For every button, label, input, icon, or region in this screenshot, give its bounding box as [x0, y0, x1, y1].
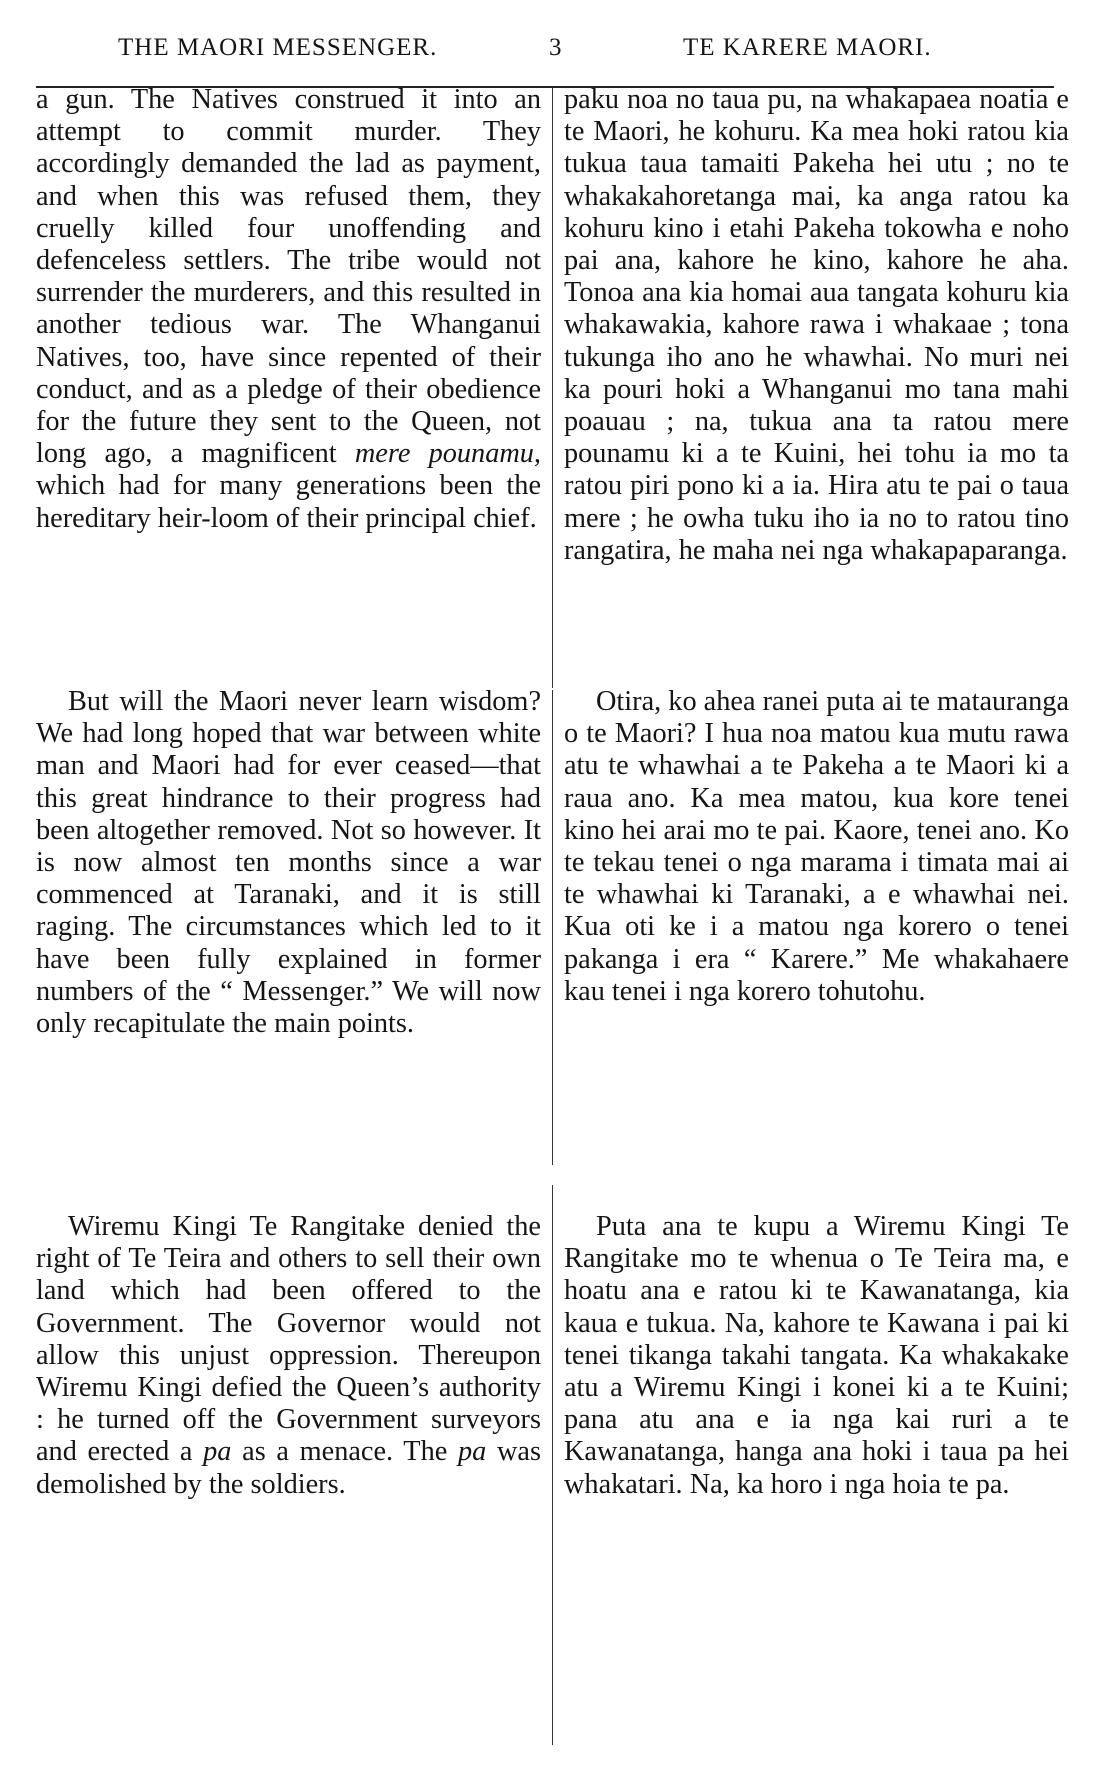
column-divider	[552, 690, 553, 1165]
header-english-title: THE MAORI MESSENGER.	[118, 34, 438, 61]
running-header	[0, 34, 1114, 74]
column-divider	[552, 88, 553, 688]
page-number: 3	[549, 34, 563, 61]
maori-paragraph-1: paku noa no taua pu, na whakapaea noatia e te Maori, he kohuru. Ka mea hoki ratou kia tukua taua tamaiti Pakeha hei utu ; no te whakakahoretanga mai, ka anga ratou ka kohuru kino i etahi Pakeha tokowha e noho pai ana, kahore he kino, kahore he aha. Tonoa ana kia homai aua tangata kohuru kia whakawakia, kahore rawa i whakaae ; tona tukunga iho ano he whawhai. No muri nei ka pouri hoki a Whanganui mo tana mahi poauau ; na, tukua ana ta ratou mere pounamu ki a te Kuini, hei tohu ia mo ta ratou piri pono ki a ia. Hira atu te pai o taua mere ; he owha tuku iho ia no to ratou tino rangatira, he maha nei nga whakapaparanga.	[564, 84, 1069, 566]
english-paragraph-3: Wiremu Kingi Te Rangitake denied the right of Te Teira and others to sell their own land which had been offered to the Government. The Governor would not allow this unjust oppression. Thereupon Wiremu Kingi defied the Queen’s authority : he turned off the Government surveyors and erected a pa as a menace. The pa was demolished by the soldiers.	[36, 1211, 541, 1500]
english-paragraph-2: But will the Maori never learn wisdom? We had long hoped that war between white man and Maori had for ever ceased—that this great hindrance to their progress had been altogether removed. Not so however. It is now almost ten months since a war commenced at Taranaki, and it is still raging. The circumstances which led to it have been fully explained in former numbers of the “ Messenger.” We will now only recapitulate the main points.	[36, 686, 541, 1040]
english-paragraph-1: a gun. The Natives construed it into an attempt to commit murder. They accordingly demanded the lad as payment, and when this was refused them, they cruelly killed four unoffending and defenceless settlers. The tribe would not surrender the murderers, and this resulted in another tedious war. The Whanganui Natives, too, have since repented of their conduct, and as a pledge of their obedience for the future they sent to the Queen, not long ago, a magnificent mere pounamu, which had for many generations been the hereditary heir-loom of their principal chief.	[36, 84, 541, 534]
maori-paragraph-2: Otira, ko ahea ranei puta ai te matauranga o te Maori? I hua noa matou kua mutu rawa atu te whawhai a te Pakeha a te Maori ki a raua ano. Ka mea matou, kua kore tenei kino hei arai mo te pai. Kaore, tenei ano. Ko te tekau tenei o nga marama i timata mai ai te whawhai ki Taranaki, a e whawhai nei. Kua oti ke i a matou nga korero o tenei pakanga i era “ Karere.” Me whakahaere kau tenei i nga korero tohutohu.	[564, 686, 1069, 1007]
maori-paragraph-3: Puta ana te kupu a Wiremu Kingi Te Rangitake mo te whenua o Te Teira ma, e hoatu ana e ratou ki te Kawanatanga, kia kaua e tukua. Na, kahore te Kawana i pai ki tenei tikanga takahi tangata. Ka whakakake atu a Wiremu Kingi i konei ki a te Kuini; pana atu ana e ia nga kai ruri a te Kawanatanga, hanga ana hoki i taua pa hei whakatari. Na, ka horo i nga hoia te pa.	[564, 1211, 1069, 1500]
header-maori-title: TE KARERE MAORI.	[683, 34, 932, 61]
column-divider	[552, 1185, 553, 1745]
